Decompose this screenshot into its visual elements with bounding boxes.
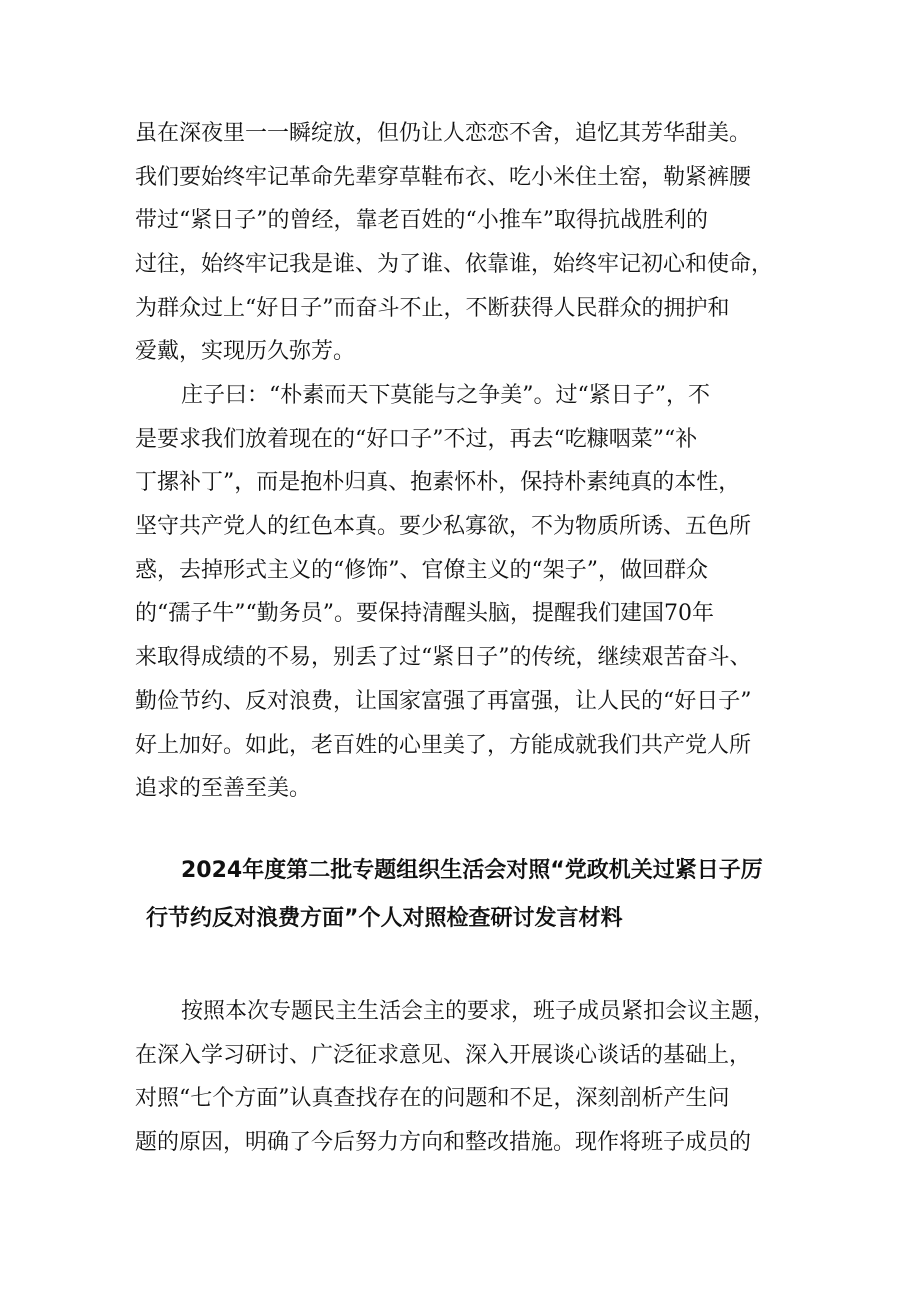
text-line: 的“孺子牛”“勤务员”。要保持清醒头脑，提醒我们建国70年 xyxy=(135,601,714,627)
heading-line-1: 2024年度第二批专题组织生活会对照“党政机关过紧日子厉 xyxy=(181,858,763,883)
text-line: 为群众过上“好日子”而奋斗不止，不断获得人民群众的拥护和 xyxy=(135,295,730,321)
text-line: 带过“紧日子”的曾经，靠老百姓的“小推车”取得抗战胜利的 xyxy=(135,208,708,234)
text-line: 过往，始终牢记我是谁、为了谁、依靠谁，始终牢记初心和使命， xyxy=(135,252,774,278)
text-line: 对照“七个方面”认真查找存在的问题和不足，深刻剖析产生问 xyxy=(135,1086,730,1112)
text-line: 虽在深夜里一一瞬绽放，但仍让人恋恋不舍，追忆其芳华甜美。 xyxy=(135,121,752,146)
text-line: 爱戴，实现历久弥芳。 xyxy=(135,339,356,365)
text-line: 丁摞补丁”，而是抱朴归真、抱素怀朴，保持朴素纯真的本性， xyxy=(135,470,741,496)
paragraph-2 xyxy=(135,374,795,811)
text-line: 坚守共产党人的红色本真。要少私寡欲，不为物质所诱、五色所 xyxy=(135,514,752,540)
heading-line-2: 行节约反对浪费方面”个人对照检查研讨发言材料 xyxy=(146,906,623,931)
text-line: 来取得成绩的不易，别丢了过“紧日子”的传统，继续艰苦奋斗、 xyxy=(135,645,752,671)
text-line: 勤俭节约、反对浪费，让国家富强了再富强，让人民的“好日子” xyxy=(135,688,752,714)
text-line: 好上加好。如此，老百姓的心里美了，方能成就我们共产党人所 xyxy=(135,732,752,758)
text-line: 题的原因，明确了今后努力方向和整改措施。现作将班子成员的 xyxy=(135,1130,752,1156)
text-line: 在深入学习研讨、广泛征求意见、深入开展谈心谈话的基础上， xyxy=(135,1042,752,1068)
text-line: 是要求我们放着现在的“好口子”不过，再去“吃糠咽菜”“补 xyxy=(135,426,698,452)
text-line: 庄子曰：“朴素而天下莫能与之争美”。过“紧日子”，不 xyxy=(181,383,710,408)
section-heading xyxy=(135,847,795,943)
text-line: 惑，去掉形式主义的“修饰”、官僚主义的“架子”，做回群众 xyxy=(135,557,708,583)
text-line: 追求的至善至美。 xyxy=(135,776,312,802)
paragraph-3 xyxy=(135,990,795,1165)
text-line: 按照本次专题民主生活会主的要求，班子成员紧扣会议主题， xyxy=(181,999,776,1024)
text-line: 我们要始终牢记革命先辈穿草鞋布衣、吃小米住土窑，勒紧裤腰 xyxy=(135,164,752,190)
paragraph-1 xyxy=(135,112,795,374)
